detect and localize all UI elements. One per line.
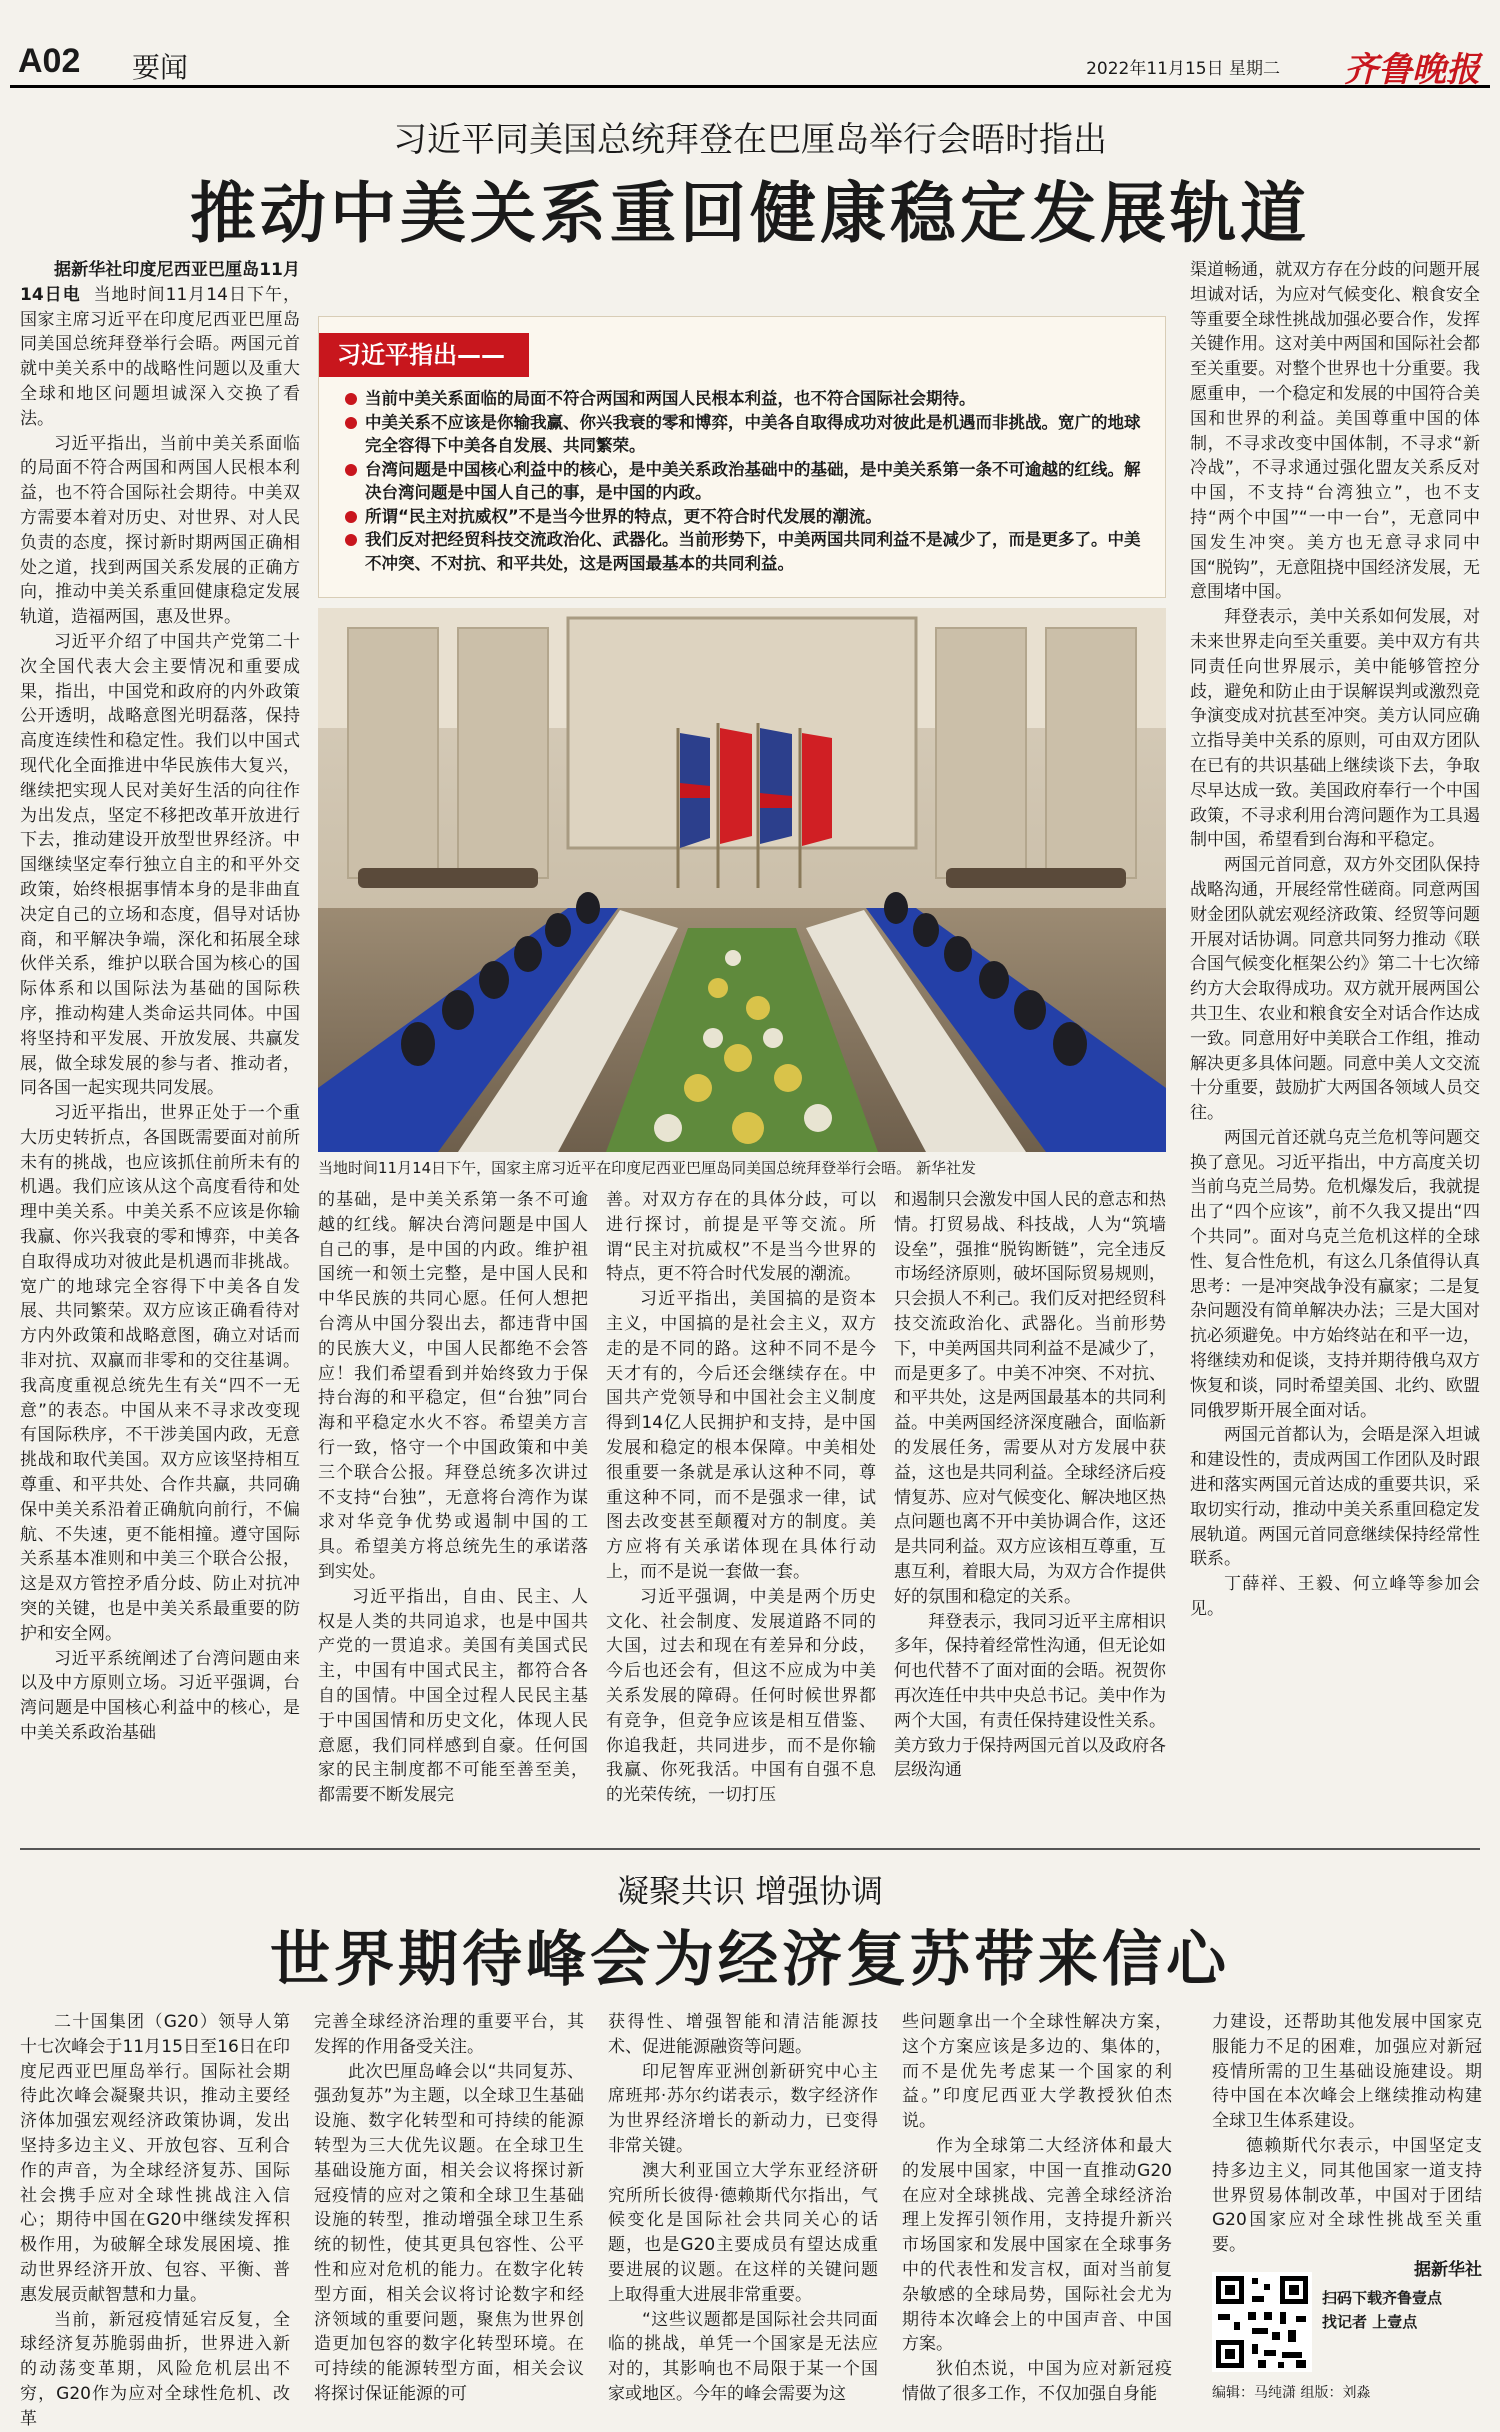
article2-column-2: [314, 2010, 584, 2410]
source-credit: 据新华社: [1414, 2259, 1482, 2280]
qr-line-1: 扫码下载齐鲁壹点: [1322, 2289, 1443, 2307]
paragraph: 丁薛祥、王毅、何立峰等参加会见。: [1190, 1574, 1480, 1620]
article1-column-d: [1190, 258, 1480, 1838]
paragraph: 拜登表示，美中关系如何发展，对未来世界走向至关重要。美中双方有共同责任向世界展示，美中能够管控分歧，避免和防止由于误解误判或激烈竞争演变成对抗甚至冲突。美方认同应确立指导美中关系的原则，可由双方团队在已有的共识基础上继续谈下去，争取尽早达成一致。美国政府奉行一个中国政策，不寻求利用台湾问题作为工具遏制中国，希望看到台海和平稳定。: [1190, 607, 1480, 851]
article2-column-4: [902, 2010, 1172, 2410]
paragraph: 习近平指出，世界正处于一个重大历史转折点，各国既需要面对前所未有的挑战，也应该抓住前所未有的机遇。我们应该从这个高度看待和处理中美关系。中美关系不应该是你输我赢、你兴我衰的零和博弈，中美各自取得成功对彼此是机遇而非挑战。宽广的地球完全容得下中美各自发展、共同繁荣。双方应该正确看待对方内外政策和战略意图，确立对话而非对抗、双赢而非零和的交往基调。我高度重视总统先生有关“四不一无意”的表态。中国从来不寻求改变现有国际秩序，不干涉美国内政，无意挑战和取代美国。双方应该坚持相互尊重、和平共处、合作共赢，共同确保中美关系沿着正确航向前行，不偏航、不失速，更不能相撞。遵守国际关系基本准则和中美三个联合公报，这是双方管控矛盾分歧、防止对抗冲突的关键，也是中美关系最重要的防护和安全网。: [20, 1103, 300, 1644]
paragraph: 习近平指出，自由、民主、人权是人类的共同追求，也是中国共产党的一贯追求。美国有美国式民主，中国有中国式民主，都符合各自的国情。中国全过程人民民主基于中国国情和历史文化，体现人民意愿，我们同样感到自豪。任何国家的民主制度都不可能至善至美，都需要不断发展完: [318, 1586, 588, 1806]
article1-headline: 推动中美关系重回健康稳定发展轨道: [190, 174, 1310, 252]
article1-kicker: 习近平同美国总统拜登在巴厘岛举行会晤时指出: [393, 120, 1107, 160]
issue-date: 2022年11月15日 星期二: [1086, 59, 1280, 79]
quote-item: [345, 458, 1145, 505]
paragraph: 狄伯杰说，中国为应对新冠疫情做了很多工作，不仅加强自身能: [902, 2359, 1172, 2404]
paragraph: 完善全球经济治理的重要平台，其发挥的作用备受关注。: [314, 2012, 584, 2057]
quote-text: 中美关系不应该是你输我赢、你兴我衰的零和博弈，中美各自取得成功对彼此是机遇而非挑战。宽广的地球完全容得下中美各自发展、共同繁荣。: [365, 412, 1141, 455]
paragraph: 当前，新冠疫情延宕反复，全球经济复苏脆弱曲折，世界进入新的动荡变革期，风险危机层出不穷，G20作为应对全球性危机、改革: [20, 2309, 290, 2429]
meeting-photo: [318, 608, 1166, 1152]
paragraph: 印尼智库亚洲创新研究中心主席班邦·苏尔约诺表示，数字经济作为世界经济增长的新动力，已变得非常关键。: [608, 2061, 878, 2156]
quote-tag: 习近平指出——: [319, 333, 529, 377]
article1-column-c: [894, 1188, 1166, 1838]
article1-column-b: [606, 1188, 876, 1838]
paragraph: 获得性、增强智能和清洁能源技术、促进能源融资等问题。: [608, 2012, 878, 2057]
paragraph: 些问题拿出一个全球性解决方案，这个方案应该是多边的、集体的，而不是优先考虑某一个国家的利益。”印度尼西亚大学教授狄伯杰说。: [902, 2012, 1172, 2132]
newspaper-logo: 齐鲁晚报: [1344, 50, 1480, 90]
bullet-icon: [345, 464, 357, 476]
article2-column-3: [608, 2010, 878, 2410]
article2-kicker: 凝聚共识 增强协调: [616, 1872, 884, 1910]
paragraph: 习近平指出，当前中美关系面临的局面不符合两国和两国人民根本利益，也不符合国际社会期待。中美双方需要本着对历史、对世界、对人民负责的态度，探讨新时期两国正确相处之道，找到两国关系发展的正确方向，推动中美关系重回健康稳定发展轨道，造福两国，惠及世界。: [20, 433, 300, 628]
section-name: 要闻: [132, 51, 189, 84]
page-number: A02: [18, 42, 81, 80]
quote-item: [345, 387, 1145, 411]
quote-text: 台湾问题是中国核心利益中的核心，是中美关系政治基础中的基础，是中美关系第一条不可逾越的红线。解决台湾问题是中国人自己的事，是中国的内政。: [365, 459, 1141, 502]
paragraph: 两国元首还就乌克兰危机等问题交换了意见。习近平指出，中方高度关切当前乌克兰局势。危机爆发后，我就提出了“四个应该”，前不久我又提出“四个共同”。面对乌克兰危机这样的全球性、复合性危机，有这么几条值得认真思考：一是冲突战争没有赢家；二是复杂问题没有简单解决办法；三是大国对抗必须避免。中方始终站在和平一边，将继续劝和促谈，支持并期待俄乌双方恢复和谈，同时希望美国、北约、欧盟同俄罗斯开展全面对话。: [1190, 1127, 1480, 1421]
quote-text: 当前中美关系面临的局面不符合两国和两国人民根本利益，也不符合国际社会期待。: [365, 389, 976, 408]
paragraph: 两国元首都认为，会晤是深入坦诚和建设性的，责成两国工作团队及时跟进和落实两国元首达成的重要共识，采取切实行动，推动中美关系重回稳定发展轨道。两国元首同意继续保持经常性联系。: [1190, 1425, 1480, 1570]
bullet-icon: [345, 534, 357, 546]
article2-column-5: [1212, 2010, 1482, 2280]
footer-box: [1212, 2272, 1490, 2402]
article1-column-a: [318, 1188, 588, 1838]
qr-text: [1322, 2286, 1442, 2334]
quote-item: [345, 505, 1145, 529]
paragraph: “这些议题都是国际社会共同面临的挑战，单凭一个国家是无法应对的，其影响也不局限于某一个国家或地区。今年的峰会需要为这: [608, 2309, 878, 2404]
editor-credits: 编辑：马纯潇 组版：刘淼: [1212, 2385, 1371, 2401]
quote-text: 所谓“民主对抗威权”不是当今世界的特点，更不符合时代发展的潮流。: [365, 506, 882, 526]
paragraph: 善。对双方存在的具体分歧，可以进行探讨，前提是平等交流。所谓“民主对抗威权”不是当今世界的特点，更不符合时代发展的潮流。: [606, 1190, 876, 1285]
masthead: [10, 40, 1490, 88]
article2-column-1: [20, 2010, 290, 2429]
paragraph: 德赖斯代尔表示，中国坚定支持多边主义，同其他国家一道支持世界贸易体制改革，中国对于团结G20国家应对全球性挑战至关重要。: [1212, 2135, 1482, 2256]
paragraph: 两国元首同意，双方外交团队保持战略沟通，开展经常性磋商。同意两国财金团队就宏观经济政策、经贸等问题开展对话协调。同意共同努力推动《联合国气候变化框架公约》第二十七次缔约方大会取得成功。双方就开展两国公共卫生、农业和粮食安全对话合作达成一致。同意用好中美联合工作组，推动解决更多具体问题。同意中美人文交流十分重要，鼓励扩大两国各领域人员交往。: [1190, 855, 1480, 1124]
bullet-icon: [345, 417, 357, 429]
paragraph: 的基础，是中美关系第一条不可逾越的红线。解决台湾问题是中国人自己的事，是中国的内政。维护祖国统一和领土完整，是中国人民和中华民族的共同心愿。任何人想把台湾从中国分裂出去，都违背中国的民族大义，中国人民都绝不会答应！我们希望看到并始终致力于保持台海的和平稳定，但“台独”同台海和平稳定水火不容。希望美方言行一致，恪守一个中国政策和中美三个联合公报。拜登总统多次讲过不支持“台独”，无意将台湾作为谋求对华竞争优势或遏制中国的工具。希望美方将总统先生的承诺落到实处。: [318, 1190, 588, 1582]
qr-line-2: 找记者 上壹点: [1322, 2313, 1418, 2331]
paragraph: 力建设，还帮助其他发展中国家克服能力不足的困难，加强应对新冠疫情所需的卫生基础设施建设。期待中国在本次峰会上继续推动构建全球卫生体系建设。: [1212, 2012, 1482, 2132]
paragraph: 和遏制只会激发中国人民的意志和热情。打贸易战、科技战，人为“筑墙设垒”，强推“脱钩断链”，完全违反市场经济原则，破坏国际贸易规则，只会损人不利己。我们反对把经贸科技交流政治化、武器化。当前形势下，中美两国共同利益不是减少了，而是更多了。中美不冲突、不对抗、和平共处，这是两国最基本的共同利益。中美两国经济深度融合，面临新的发展任务，需要从对方发展中获益，这也是共同利益。全球经济后疫情复苏、应对气候变化、解决地区热点问题也离不开中美协调合作，这还是共同利益。双方应该相互尊重，互惠互利，着眼大局，为双方合作提供好的氛围和稳定的关系。: [894, 1190, 1166, 1607]
section-divider: [20, 1848, 1480, 1850]
paragraph: 拜登表示，我同习近平主席相识多年，保持着经常性沟通，但无论如何也代替不了面对面的会晤。祝贺你再次连任中共中央总书记。美中作为两个大国，有责任保持建设性关系。美方致力于保持两国元首以及政府各层级沟通: [894, 1611, 1166, 1781]
meeting-photo-illustration: [318, 608, 1166, 1152]
bullet-icon: [345, 511, 357, 523]
paragraph: 此次巴厘岛峰会以“共同复苏、强劲复苏”为主题，以全球卫生基础设施、数字化转型和可持续的能源转型为三大优先议题。在全球卫生基础设施方面，相关会议将探讨新冠疫情的应对之策和全球卫生基础设施的转型，推动增强全球卫生系统的韧性，使其更具包容性、公平性和应对危机的能力。在数字化转型方面，相关会议将讨论数字和经济领域的重要问题，聚焦为世界创造更加包容的数字化转型环境。在可持续的能源转型方面，相关会议将探讨保证能源的可: [314, 2061, 584, 2404]
quote-item: [345, 528, 1145, 575]
article2-headline: 世界期待峰会为经济复苏带来信心: [270, 1925, 1230, 1995]
paragraph: 习近平指出，美国搞的是资本主义，中国搞的是社会主义，双方走的是不同的路。这种不同不是今天才有的，今后还会继续存在。中国共产党领导和中国社会主义制度得到14亿人民拥护和支持，是中国发展和稳定的根本保障。中美相处很重要一条就是承认这种不同，尊重这种不同，而不是强求一律，试图去改变甚至颠覆对方的制度。美方应将有关承诺体现在具体行动上，而不是说一套做一套。: [606, 1289, 876, 1582]
photo-caption: 当地时间11月14日下午，国家主席习近平在印度尼西亚巴厘岛同美国总统拜登举行会晤。 新华社发: [318, 1159, 976, 1177]
quote-text: 我们反对把经贸科技交流政治化、武器化。当前形势下，中美两国共同利益不是减少了，而是更多了。中美不冲突、不对抗、和平共处，这是两国最基本的共同利益。: [365, 530, 1141, 573]
quote-item: [345, 411, 1145, 458]
paragraph: 作为全球第二大经济体和最大的发展中国家，中国一直推动G20在应对全球挑战、完善全球经济治理上发挥引领作用，支持提升新兴市场国家和发展中国家在全球事务中的代表性和发言权，面对当前复杂敏感的全球局势，国际社会尤为期待本次峰会上的中国声音、中国方案。: [902, 2135, 1172, 2355]
paragraph: 渠道畅通，就双方存在分歧的问题开展坦诚对话，为应对气候变化、粮食安全等重要全球性挑战加强必要合作，发挥关键作用。这对美中两国和国际社会都至关重要。对整个世界也十分重要。我愿重申，一个稳定和发展的中国符合美国和世界的利益。美国尊重中国的体制，不寻求改变中国体制，不寻求“新冷战”，不寻求通过强化盟友关系反对中国，不支持“台湾独立”，也不支持“两个中国”“一中一台”，无意同中国发生冲突。美方也无意寻求同中国“脱钩”，无意阻挠中国经济发展，无意围堵中国。: [1190, 260, 1480, 603]
quote-list: [345, 387, 1145, 575]
paragraph: 二十国集团（G20）领导人第十七次峰会于11月15日至16日在印度尼西亚巴厘岛举行。国际社会期待此次峰会凝聚共识，推动主要经济体加强宏观经济政策协调，发出坚持多边主义、开放包容、互利合作的声音，为全球经济复苏、国际社会携手应对全球性挑战注入信心；期待中国在G20中继续发挥积极作用，为破解全球发展困境、推动世界经济开放、包容、平衡、普惠发展贡献智慧和力量。: [20, 2012, 290, 2305]
dateline: 据新华社印度尼西亚巴厘岛11月14日电: [20, 260, 300, 305]
bullet-icon: [345, 393, 357, 405]
qr-code-graphic: [1212, 2272, 1312, 2372]
quote-box: [318, 316, 1166, 598]
paragraph: 当地时间11月14日下午，国家主席习近平在印度尼西亚巴厘岛同美国总统拜登举行会晤。两国元首就中美关系中的战略性问题以及重大全球和地区问题坦诚深入交换了看法。: [20, 284, 300, 429]
paragraph: 习近平系统阐述了台湾问题由来以及中方原则立场。习近平强调，台湾问题是中国核心利益中的核心，是中美关系政治基础: [20, 1648, 300, 1744]
paragraph: 习近平强调，中美是两个历史文化、社会制度、发展道路不同的大国，过去和现在有差异和分歧，今后也还会有，但这不应成为中美关系发展的障碍。任何时候世界都有竞争，但竞争应该是相互借鉴、你追我赶，共同进步，而不是你输我赢、你死我活。中国有自强不息的光荣传统，一切打压: [606, 1586, 876, 1806]
paragraph: 习近平介绍了中国共产党第二十次全国代表大会主要情况和重要成果，指出，中国党和政府的内外政策公开透明，战略意图光明磊落，保持高度连续性和稳定性。我们以中国式现代化全面推进中华民族伟大复兴，继续把实现人民对美好生活的向往作为出发点，坚定不移把改革开放进行下去，推动建设开放型世界经济。中国继续坚定奉行独立自主的和平外交政策，始终根据事情本身的是非曲直决定自己的立场和态度，倡导对话协商，和平解决争端，深化和拓展全球伙伴关系，维护以联合国为核心的国际体系和以国际法为基础的国际秩序，推动构建人类命运共同体。中国将坚持和平发展、开放发展、共赢发展，做全球发展的参与者、推动者，同各国一起实现共同发展。: [20, 631, 300, 1099]
qr-code-icon[interactable]: [1212, 2272, 1312, 2372]
article1-column-1: [20, 258, 300, 1838]
paragraph: 澳大利亚国立大学东亚经济研究所所长彼得·德赖斯代尔指出，气候变化是国际社会共同关心的话题，也是G20主要成员有望达成重要进展的议题。在这样的关键问题上取得重大进展非常重要。: [608, 2160, 878, 2305]
